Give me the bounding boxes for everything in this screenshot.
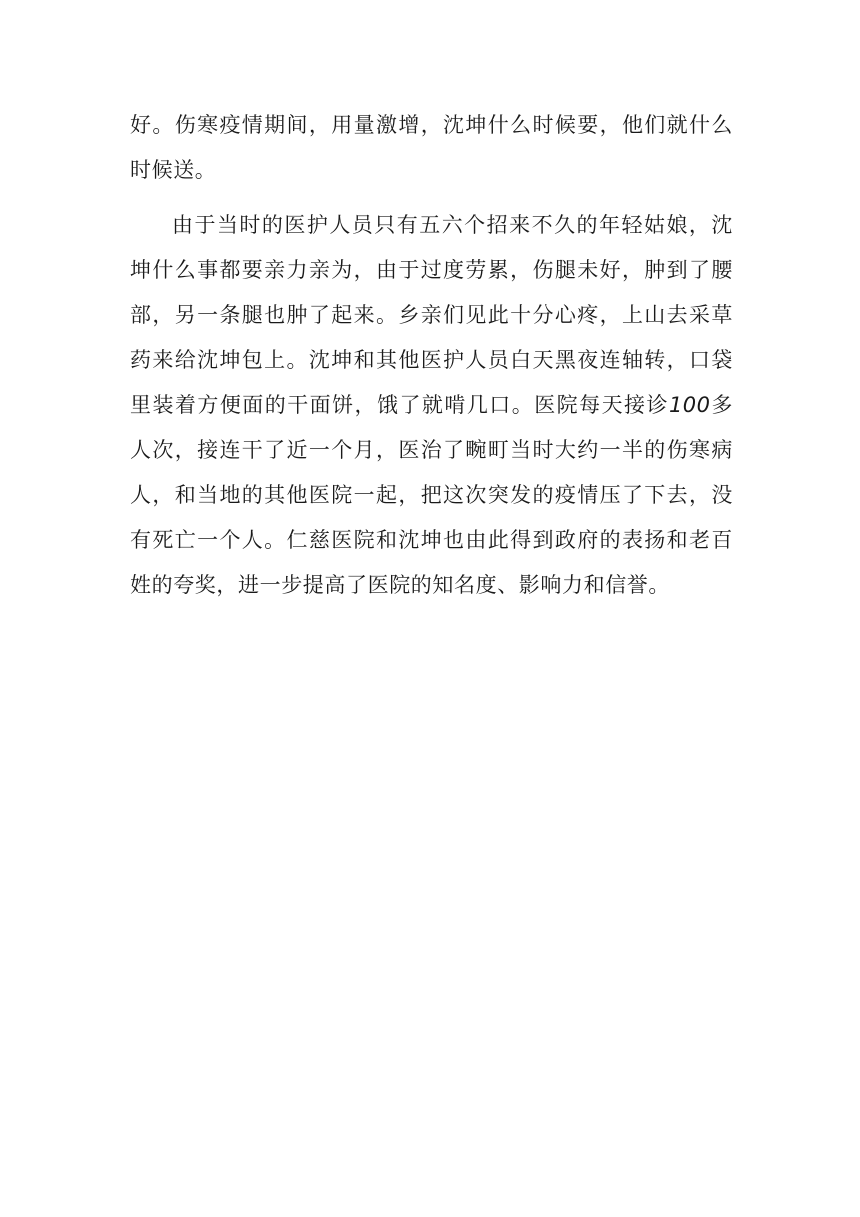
paragraph-2-text-before-number: 由于当时的医护人员只有五六个招来不久的年轻姑娘，沈坤什么事都要亲力亲为，由于过度劳累，伤腿未好，肿到了腰部，另一条腿也肿了起来。乡亲们见此十分心疼，上山去采草药来给沈坤包上。沈坤和其他医护人员白天黑夜连轴转，口袋里装着方便面的干面饼，饿了就啃几口。医院每天接诊 — [130, 213, 733, 417]
patient-count-number: 100 — [668, 393, 711, 417]
paragraph-2 — [130, 203, 733, 608]
document-body — [130, 103, 733, 608]
paragraph-1-text: 好。伤寒疫情期间，用量激增，沈坤什么时候要，他们就什么时候送。 — [130, 113, 733, 182]
paragraph-1 — [130, 103, 733, 193]
paragraph-2-text-after-number: 多人次，接连干了近一个月，医治了畹町当时大约一半的伤寒病人，和当地的其他医院一起，把这次突发的疫情压了下去，没有死亡一个人。仁慈医院和沈坤也由此得到政府的表扬和老百姓的夸奖，进一步提高了医院的知名度、影响力和信誉。 — [130, 393, 733, 597]
